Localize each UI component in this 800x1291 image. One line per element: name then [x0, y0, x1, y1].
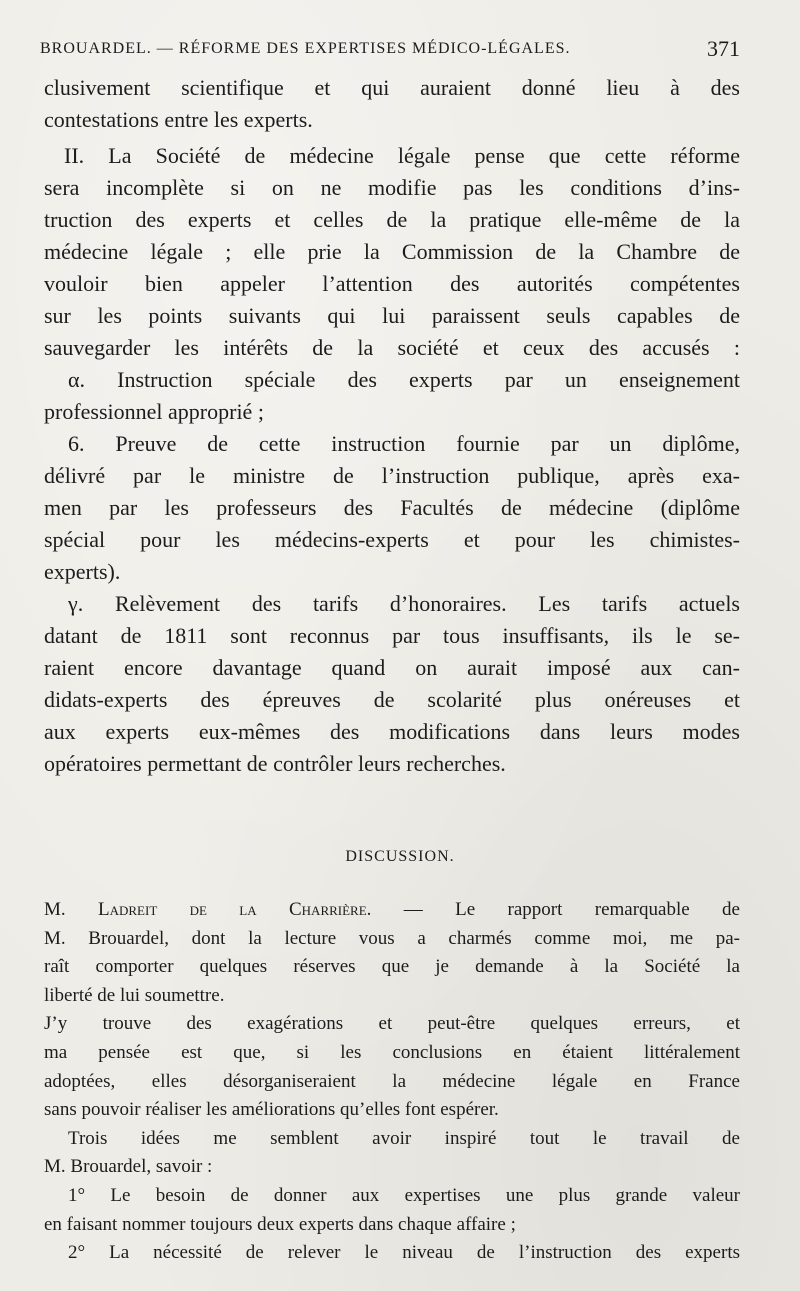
- text-line: clusivement scientifique et qui auraient donné lieu à des: [44, 75, 740, 100]
- text-line: aux experts eux-mêmes des modifications dans leurs modes: [44, 719, 740, 744]
- page-number: 371: [707, 36, 740, 61]
- text-line: didats-experts des épreuves de scolarité plus onéreuses et: [44, 687, 740, 712]
- text-line: liberté de lui soumettre.: [44, 984, 225, 1006]
- running-title: BROUARDEL. — RÉFORME DES EXPERTISES MÉDICO-LÉGALES.: [40, 40, 571, 57]
- text-line: experts).: [44, 559, 121, 584]
- running-head: [40, 36, 740, 60]
- text-line: sans pouvoir réaliser les améliorations qu’elles font espérer.: [44, 1099, 499, 1121]
- discussion-item-2: [44, 1239, 740, 1268]
- text-line: sera incomplète si on ne modifie pas les conditions d’ins-: [44, 175, 740, 200]
- text-line: raît comporter quelques réserves que je demande à la Société la: [44, 956, 740, 978]
- discussion-paragraph-2: [44, 1010, 740, 1124]
- discussion-item-1: [44, 1182, 740, 1239]
- text-line: 1° Le besoin de donner aux expertises une plus grande valeur: [68, 1184, 740, 1206]
- item-beta: [44, 428, 740, 588]
- continuation-paragraph: [44, 72, 740, 136]
- text-line: truction des experts et celles de la pratique elle-même de la: [44, 207, 740, 232]
- speaker-name: M. Ladreit de la Charrière.: [44, 899, 372, 920]
- paragraph-ii: [44, 140, 740, 364]
- discussion-paragraph-3: [44, 1125, 740, 1182]
- text-line: α. Instruction spéciale des experts par un enseignement: [68, 367, 740, 392]
- text-line: sur les points suivants qui lui paraissent seuls capables de: [44, 303, 740, 328]
- text-line: M. Brouardel, savoir :: [44, 1156, 213, 1178]
- text-line: datant de 1811 sont reconnus par tous insuffisants, ils le se-: [44, 623, 740, 648]
- text-line: délivré par le ministre de l’instruction publique, après exa-: [44, 463, 740, 488]
- text-line: médecine légale ; elle prie la Commission de la Chambre de: [44, 239, 740, 264]
- text-line: professionnel approprié ;: [44, 399, 264, 424]
- text-line: sauvegarder les intérêts de la société et ceux des accusés :: [44, 335, 740, 360]
- text-line: raient encore davantage quand on aurait imposé aux can-: [44, 655, 740, 680]
- item-alpha: [44, 364, 740, 428]
- text-line: contestations entre les experts.: [44, 107, 313, 132]
- text-line: M. Brouardel, dont la lecture vous a charmés comme moi, me pa-: [44, 927, 740, 949]
- text-line: γ. Relèvement des tarifs d’honoraires. Les tarifs actuels: [68, 591, 740, 616]
- text-line: 2° La nécessité de relever le niveau de l’instruction des experts: [68, 1242, 740, 1264]
- text-line: ma pensée est que, si les conclusions en étaient littéralement: [44, 1041, 740, 1063]
- text-line: [44, 896, 740, 925]
- text-line: men par les professeurs des Facultés de médecine (diplôme: [44, 495, 740, 520]
- text-line: vouloir bien appeler l’attention des autorités compétentes: [44, 271, 740, 296]
- discussion-paragraph-1: [44, 896, 740, 1010]
- text-line: 6. Preuve de cette instruction fournie par un diplôme,: [68, 431, 740, 456]
- discussion-heading: DISCUSSION.: [345, 848, 455, 865]
- text-line: II. La Société de médecine légale pense que cette réforme: [64, 143, 740, 168]
- text-line: adoptées, elles désorganiseraient la médecine légale en France: [44, 1070, 740, 1092]
- item-gamma: [44, 588, 740, 780]
- speaker-remark: — Le rapport remarquable de: [403, 899, 740, 920]
- text-line: J’y trouve des exagérations et peut-être quelques erreurs, et: [44, 1013, 740, 1035]
- text-line: en faisant nommer toujours deux experts dans chaque affaire ;: [44, 1213, 516, 1235]
- discussion-section: [44, 896, 740, 1268]
- report-conclusions: [44, 72, 740, 780]
- text-line: Trois idées me semblent avoir inspiré tout le travail de: [68, 1127, 740, 1149]
- text-line: opératoires permettant de contrôler leurs recherches.: [44, 751, 506, 776]
- text-line: spécial pour les médecins-experts et pour les chimistes-: [44, 527, 740, 552]
